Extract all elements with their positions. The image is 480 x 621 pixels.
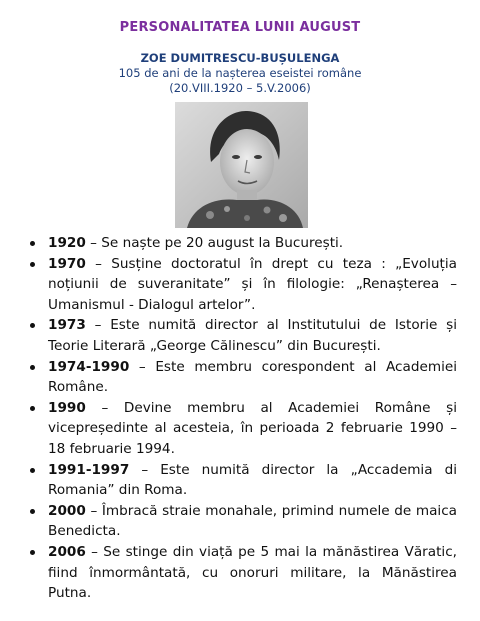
entry-text: – Devine membru al Academiei Române și vicepreședinte al acesteia, în perioada 2 februarie 1990 – 18 februarie 1994. (48, 399, 457, 457)
entry-text: – Susține doctoratul în drept cu teza : „Evoluția noțiunii de suveranitate” și în filologie: „Renașterea – Umanismul - Dialogul artelor”. (48, 255, 457, 313)
list-item (27, 357, 457, 398)
portrait-illustration (175, 102, 308, 228)
entry-year: 1920 (48, 235, 86, 251)
portrait-photo (175, 102, 308, 228)
subject-subtitle: 105 de ani de la nașterea eseistei române (118, 66, 362, 80)
entry-year: 2000 (48, 502, 86, 519)
biography-list (27, 233, 457, 604)
entry-text: – Se stinge din viață pe 5 mai la mănăstirea Văratic, fiind înmormântată, cu onoruri militare, la Mănăstirea Putna. (48, 543, 457, 602)
entry-text: – Este numită director la „Accademia di Romania” din Roma. (48, 461, 457, 499)
entry-text: – Se naște pe 20 august la București. (85, 235, 344, 251)
list-item (27, 501, 457, 542)
entry-year: 1970 (48, 255, 86, 272)
entry-text: – Este numită director al Institutului de Istorie și Teorie Literară „George Călinescu” din București. (48, 317, 457, 354)
subject-name: ZOE DUMITRESCU-BUȘULENGA (140, 51, 340, 65)
list-item (27, 460, 457, 501)
list-item (27, 233, 457, 254)
entry-year: 1973 (48, 317, 86, 334)
entry-year: 1991-1997 (48, 461, 130, 478)
entry-text: – Îmbracă straie monahale, primind numele de maica Benedicta. (48, 502, 457, 540)
list-item (27, 254, 457, 316)
list-item (27, 542, 457, 604)
subject-lifespan: (20.VIII.1920 – 5.V.2006) (169, 81, 311, 95)
entry-year: 1974-1990 (48, 358, 130, 375)
entry-text: – Este membru corespondent al Academiei Române. (48, 358, 457, 396)
entry-year: 1990 (48, 399, 86, 416)
page-title: PERSONALITATEA LUNII AUGUST (119, 20, 361, 35)
list-item (27, 315, 457, 356)
entry-year: 2006 (48, 543, 86, 560)
list-item (27, 398, 457, 460)
